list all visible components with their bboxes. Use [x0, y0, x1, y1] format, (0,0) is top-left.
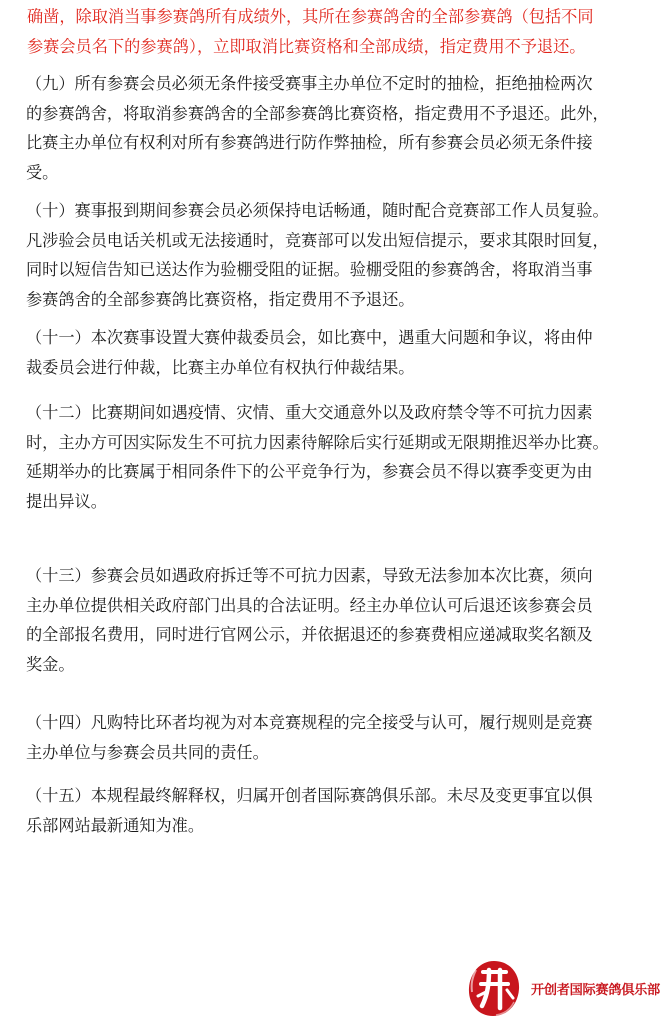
text-line: （十二）比赛期间如遇疫情、灾情、重大交通意外以及政府禁令等不可抗力因素	[26, 403, 593, 422]
text-line: 乐部网站最新通知为准。	[26, 815, 205, 835]
text-line: 参赛鸽舍的全部参赛鸽比赛资格，指定费用不予退还。	[26, 289, 415, 309]
text-line: 提出异议。	[26, 491, 107, 511]
text-line: 确凿，除取消当事参赛鸽所有成绩外，其所在参赛鸽舍的全部参赛鸽（包括不同	[27, 7, 594, 26]
text-line: 延期举办的比赛属于相同条件下的公平竞争行为，参赛会员不得以赛季变更为由	[26, 462, 593, 482]
club-seal-logo-icon	[466, 958, 522, 1018]
text-line: （十五）本规程最终解释权，归属开创者国际赛鸽俱乐部。未尽及变更事宜以俱	[26, 786, 593, 805]
paragraph-item-13	[0, 561, 670, 679]
paragraph-item-11	[0, 323, 670, 382]
text-line: 的参赛鸽舍，将取消参赛鸽舍的全部参赛鸽比赛资格，指定费用不予退还。此外，	[26, 103, 609, 123]
text-line: 的全部报名费用，同时进行官网公示，并依据退还的参赛费相应递减取奖名额及	[26, 625, 593, 645]
paragraph-item-15	[0, 781, 670, 840]
paragraph-item-9	[0, 69, 670, 187]
text-line: （十一）本次赛事设置大赛仲裁委员会，如比赛中，遇重大问题和争议，将由仲	[26, 328, 593, 347]
text-line: （十）赛事报到期间参赛会员必须保持电话畅通，随时配合竞赛部工作人员复验。	[26, 201, 609, 220]
paragraph-item-12	[0, 398, 670, 516]
text-line: 主办单位与参赛会员共同的责任。	[26, 742, 269, 762]
text-line: （九）所有参赛会员必须无条件接受赛事主办单位不定时的抽检，拒绝抽检两次	[26, 74, 593, 93]
text-line: 时，主办方可因实际发生不可抗力因素待解除后实行延期或无限期推迟举办比赛。	[26, 432, 609, 452]
paragraph-intro	[0, 2, 670, 61]
text-line: （十四）凡购特比环者均视为对本竞赛规程的完全接受与认可，履行规则是竞赛	[26, 713, 593, 732]
text-line: （十三）参赛会员如遇政府拆迁等不可抗力因素，导致无法参加本次比赛，须向	[26, 566, 593, 585]
text-line: 凡涉验会员电话关机或无法接通时，竞赛部可以发出短信提示，要求其限时回复，	[26, 230, 609, 250]
text-line: 奖金。	[26, 654, 75, 674]
text-line: 裁委员会进行仲裁，比赛主办单位有权执行仲裁结果。	[26, 357, 415, 377]
paragraph-item-14	[0, 708, 670, 767]
text-line: 受。	[26, 162, 59, 182]
text-line: 主办单位提供相关政府部门出具的合法证明。经主办单位认可后退还该参赛会员	[26, 595, 593, 615]
text-line: 比赛主办单位有权利对所有参赛鸽进行防作弊抽检，所有参赛会员必须无条件接	[26, 133, 593, 153]
paragraph-item-10	[0, 196, 670, 314]
club-brand-name: 开创者国际赛鸽俱乐部	[531, 983, 660, 998]
text-line: 同时以短信告知已送达作为验棚受阻的证据。验棚受阻的参赛鸽舍，将取消当事	[26, 260, 593, 280]
text-line: 参赛会员名下的参赛鸽），立即取消比赛资格和全部成绩，指定费用不予退还。	[27, 36, 586, 56]
